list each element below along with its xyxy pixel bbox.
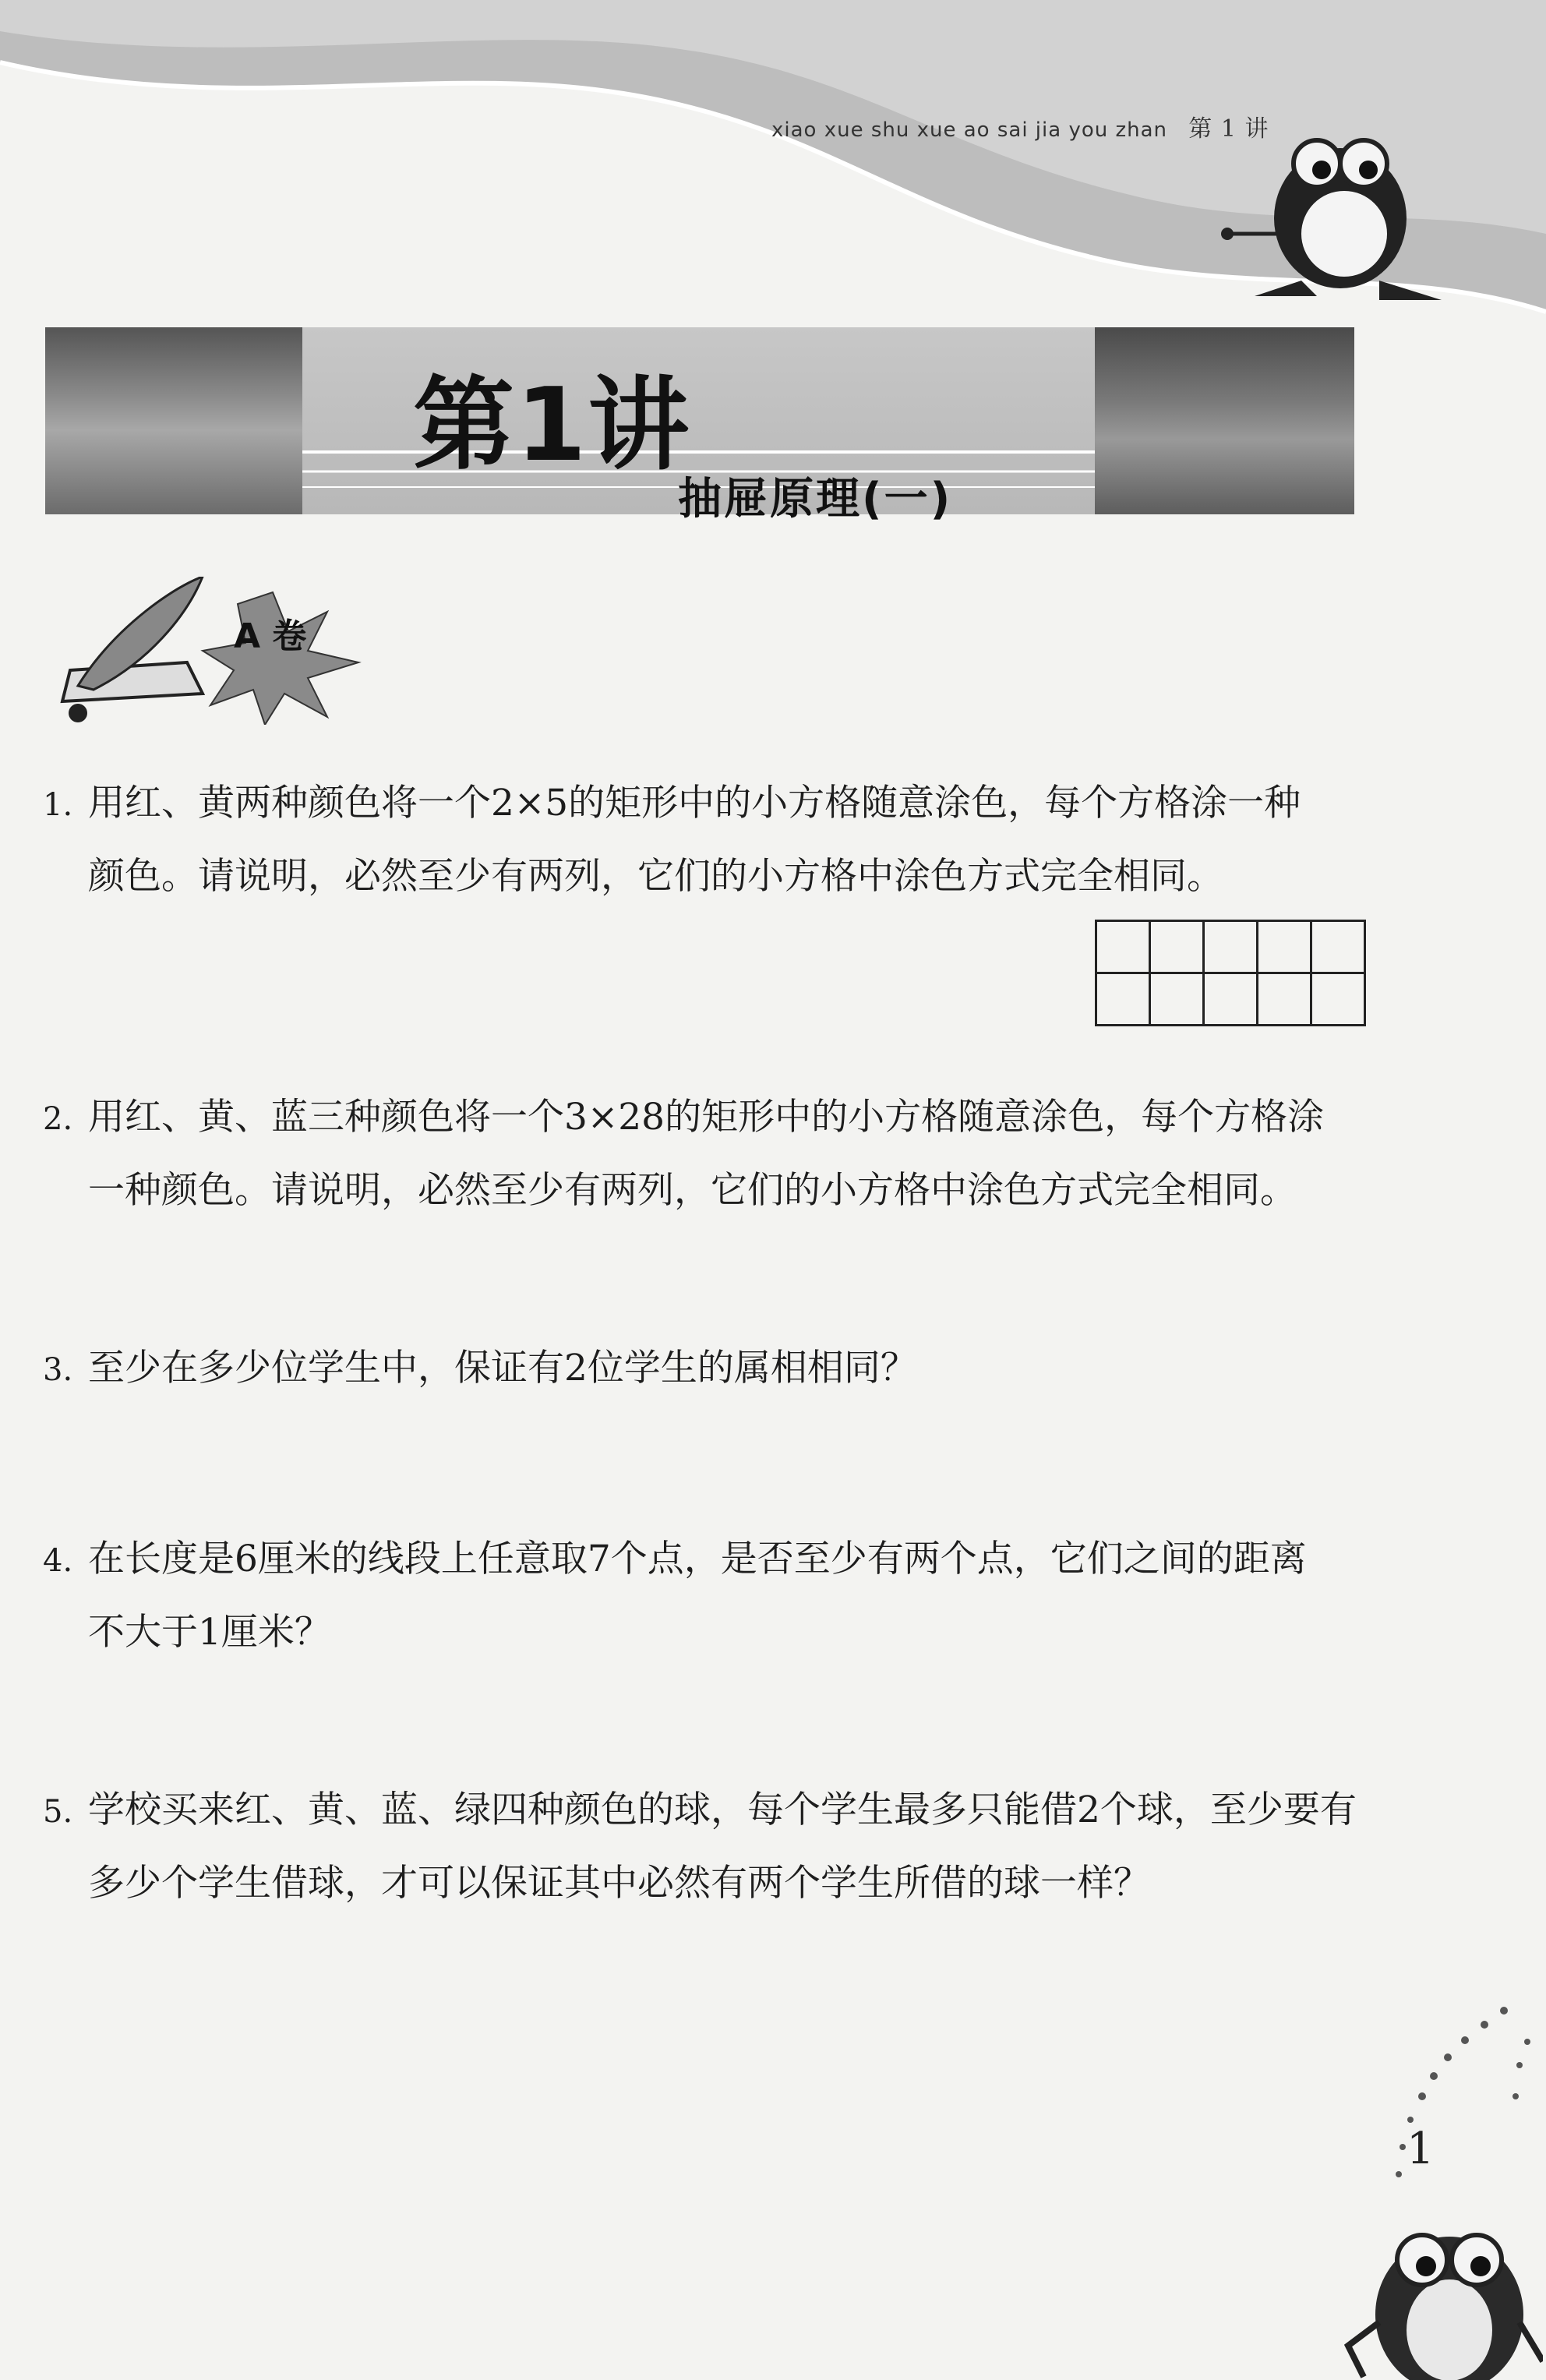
problem-number: 4. [43,1543,73,1579]
problem-text: 用红、黄、蓝三种颜色将一个3×28的矩形中的小方格随意涂色，每个方格涂 [88,1096,1325,1139]
grid-cell [1204,973,1258,1026]
problem-text: 一种颜色。请说明，必然至少有两列，它们的小方格中涂色方式完全相同。 [88,1169,1297,1212]
problem-4 [43,1524,1375,1668]
section-badge [47,577,374,725]
problem-text: 学校买来红、黄、蓝、绿四种颜色的球，每个学生最多只能借2个球，至少要有 [88,1789,1357,1831]
running-head [771,109,1269,143]
problem-text: 颜色。请说明，必然至少有两列，它们的小方格中涂色方式完全相同。 [88,855,1223,898]
lecture-title: 第1讲 [413,365,691,484]
sprinters-photo-right [1095,327,1354,514]
problem-3 [43,1333,1375,1406]
dotted-arc-decoration [1294,1995,1543,2380]
problem-number: 5. [43,1794,73,1830]
quill-book-icon [62,577,203,722]
problem-text: 多少个学生借球，才可以保证其中必然有两个学生所借的球一样？ [88,1862,1150,1905]
problem-number: 1. [43,787,73,823]
problem-number: 2. [43,1101,73,1137]
problem-text: 用红、黄两种颜色将一个2×5的矩形中的小方格随意涂色，每个方格涂一种 [88,782,1301,825]
problem-text: 在长度是6厘米的线段上任意取7个点，是否至少有两个点，它们之间的距离 [88,1538,1307,1580]
grid-cell [1150,921,1204,973]
grid-cell [1096,921,1150,973]
topic-title: 抽屉原理(一) [678,474,953,524]
section-label: A 卷 [234,616,307,656]
sprinters-photo-left [45,327,302,514]
grid-cell [1258,973,1311,1026]
grid-cell [1258,921,1311,973]
grid-cell [1150,973,1204,1026]
problem-text: 至少在多少位学生中，保证有2位学生的属相相同？ [88,1347,917,1390]
frog-mascot-bottom-icon [1348,2235,1543,2380]
page-number: 1 [1407,2124,1435,2174]
problem-text: 不大于1厘米？ [88,1611,331,1654]
header-wave [0,0,1546,327]
grid-cell [1311,921,1365,973]
grid-cell [1096,973,1150,1026]
grid-cell [1204,921,1258,973]
running-head-lecture: 第 1 讲 [1188,115,1269,143]
running-head-pinyin: xiao xue shu xue ao sai jia you zhan [771,118,1168,142]
grid-figure-2x5 [1095,920,1366,1026]
problem-2 [43,1082,1375,1227]
problem-1 [43,768,1375,913]
problem-number: 3. [43,1352,73,1388]
grid-cell [1311,973,1365,1026]
problem-5 [43,1774,1375,1919]
